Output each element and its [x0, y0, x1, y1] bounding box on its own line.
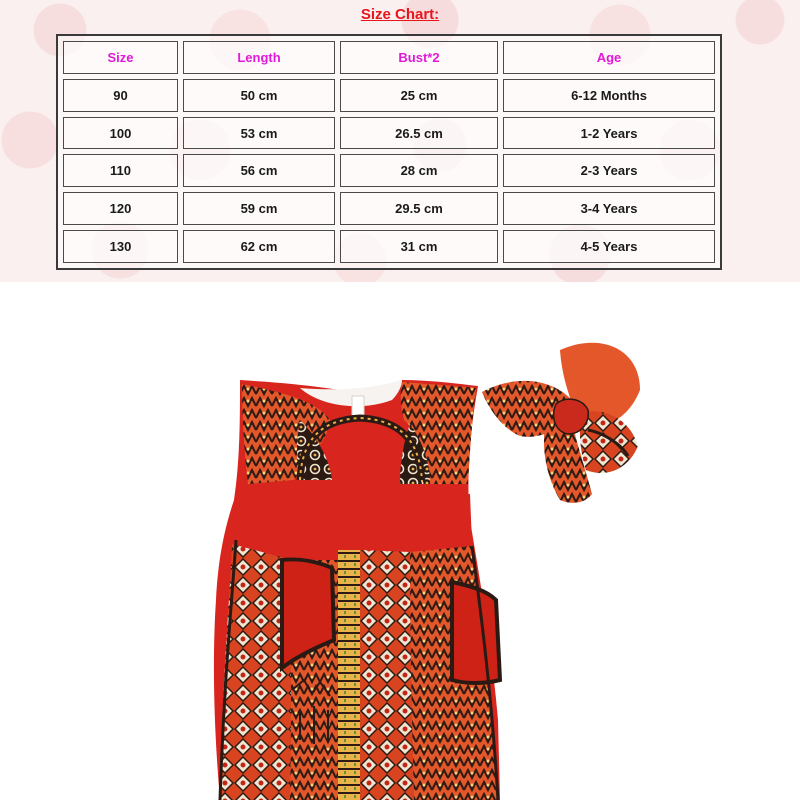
cell-age: 3-4 Years: [503, 192, 715, 225]
product-photo: [0, 282, 800, 800]
table-row: [63, 230, 715, 263]
header-age: Age: [503, 41, 715, 74]
cell-length: 59 cm: [183, 192, 335, 225]
cell-bust: 31 cm: [340, 230, 498, 263]
cell-size: 100: [63, 117, 178, 150]
header-size: Size: [63, 41, 178, 74]
cell-bust: 29.5 cm: [340, 192, 498, 225]
bow-headband: [482, 343, 640, 503]
sleeveless-romper: [214, 380, 500, 800]
header-length: Length: [183, 41, 335, 74]
cell-age: 6-12 Months: [503, 79, 715, 112]
table-row: [63, 154, 715, 187]
cell-size: 90: [63, 79, 178, 112]
cell-age: 2-3 Years: [503, 154, 715, 187]
table-row: [63, 117, 715, 150]
cell-bust: 28 cm: [340, 154, 498, 187]
cell-size: 120: [63, 192, 178, 225]
size-chart-table: [56, 34, 722, 270]
cell-age: 1-2 Years: [503, 117, 715, 150]
cell-length: 50 cm: [183, 79, 335, 112]
header-bust: Bust*2: [340, 41, 498, 74]
table-row: [63, 79, 715, 112]
table-header-row: [63, 41, 715, 74]
cell-length: 62 cm: [183, 230, 335, 263]
cell-bust: 26.5 cm: [340, 117, 498, 150]
cell-size: 130: [63, 230, 178, 263]
cell-bust: 25 cm: [340, 79, 498, 112]
table-row: [63, 192, 715, 225]
cell-age: 4-5 Years: [503, 230, 715, 263]
size-chart-title: Size Chart:: [360, 6, 440, 23]
cell-size: 110: [63, 154, 178, 187]
cell-length: 53 cm: [183, 117, 335, 150]
cell-length: 56 cm: [183, 154, 335, 187]
